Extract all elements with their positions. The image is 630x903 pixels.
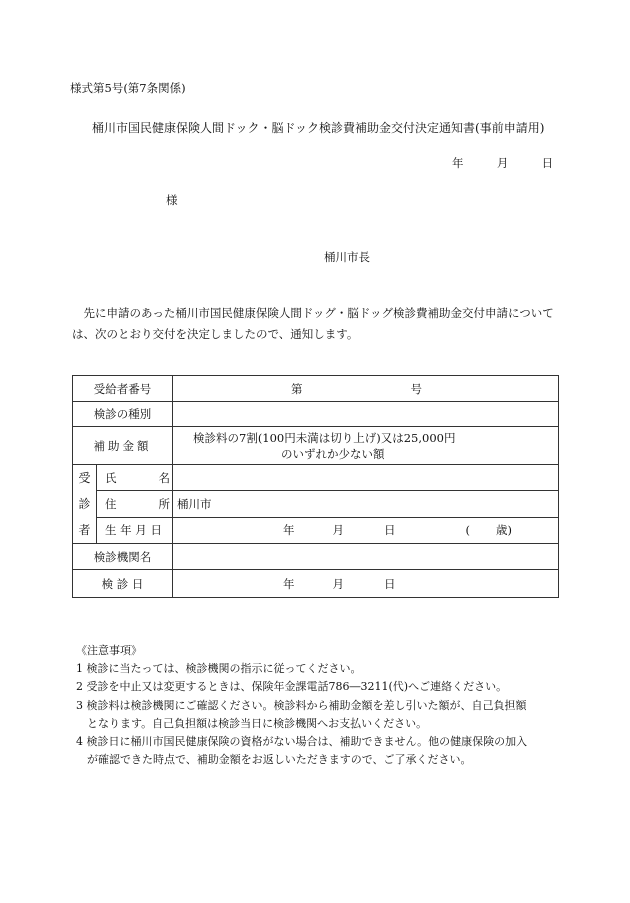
note-item: が確認できた時点で、補助金額をお返しいただきますので、ご了承ください。 [76,753,472,767]
address-value: 桶川市 [173,491,559,517]
recipient-number-suffix: 号 [410,381,422,396]
exam-type-label: 検診の種別 [73,402,173,427]
note-item: 4 検診日に桶川市国民健康保険の資格がない場合は、補助できません。他の健康保険の加入 [76,735,528,749]
note-item: 2 受診を中止又は変更するときは、保険年金課電話786―3211(代)へご連絡ください。 [76,680,508,694]
institution-value [173,544,559,570]
date-month: 月 [496,156,509,170]
institution-label: 検診機関名 [73,544,173,570]
examinee-vertical-label [73,465,97,544]
address-label [97,491,173,517]
note-item: 3 検診料は検診機関にご確認ください。検診料から補助金額を差し引いた額が、自己負担額 [76,698,527,712]
exam-date-label-text: 検 診 日 [101,576,144,591]
address-label-2: 所 [158,496,170,511]
exam-month: 月 [332,576,344,591]
dob-year: 年 [283,523,295,538]
recipient-number-prefix: 第 [291,381,303,396]
issuer-name: 桶川市長 [324,250,370,264]
examinee-char-1: 受 [78,471,91,485]
form-number: 様式第5号(第7条関係) [70,81,186,95]
exam-date-value [173,570,559,598]
examinee-char-2: 診 [78,497,91,511]
subsidy-label: 補助金額 [73,427,173,465]
subsidy-text-1: 検診料の7割(100円未満は切り上げ)又は25,000円 [193,430,456,445]
date-day: 日 [541,156,554,170]
recipient-honorific: 様 [166,193,178,207]
dob-day: 日 [384,523,396,538]
issue-date [452,155,553,171]
name-label [97,465,173,491]
examinee-char-3: 者 [78,523,91,537]
body-text: 先に申請のあった桶川市国民健康保険人間ドッグ・脳ドッグ検診費補助金交付申請については、次のとおり交付を決定しましたので、通知します。 [72,306,554,341]
name-value [173,465,559,491]
exam-day: 日 [384,576,396,591]
note-item: 1 検診に当たっては、検診機関の指示に従ってください。 [76,662,362,676]
subsidy-value [173,427,559,465]
exam-type-value [173,402,559,427]
note-item: となります。自己負担額は検診当日に検診機関へお支払いください。 [76,716,428,730]
name-label-1: 氏 [105,470,117,485]
address-label-1: 住 [105,496,117,511]
dob-month: 月 [332,523,344,538]
name-label-2: 名 [158,470,170,485]
recipient-number-label: 受給者番号 [73,376,173,402]
dob-label: 生 年 月 日 [97,517,173,543]
date-year: 年 [452,156,464,170]
recipient-number-cell [173,376,559,402]
age-close: 歳) [496,523,512,538]
exam-year: 年 [283,576,295,591]
exam-date-label [73,570,173,598]
subsidy-text-2: のいずれか少ない額 [281,446,385,461]
dob-value [173,517,559,543]
document-title: 桶川市国民健康保険人間ドック・脳ドック検診費補助金交付決定通知書(事前申請用) [92,121,545,135]
notes-section [76,642,566,769]
age-open: ( [465,523,470,538]
notes-heading: 《注意事項》 [76,644,142,657]
notice-table [72,375,559,598]
